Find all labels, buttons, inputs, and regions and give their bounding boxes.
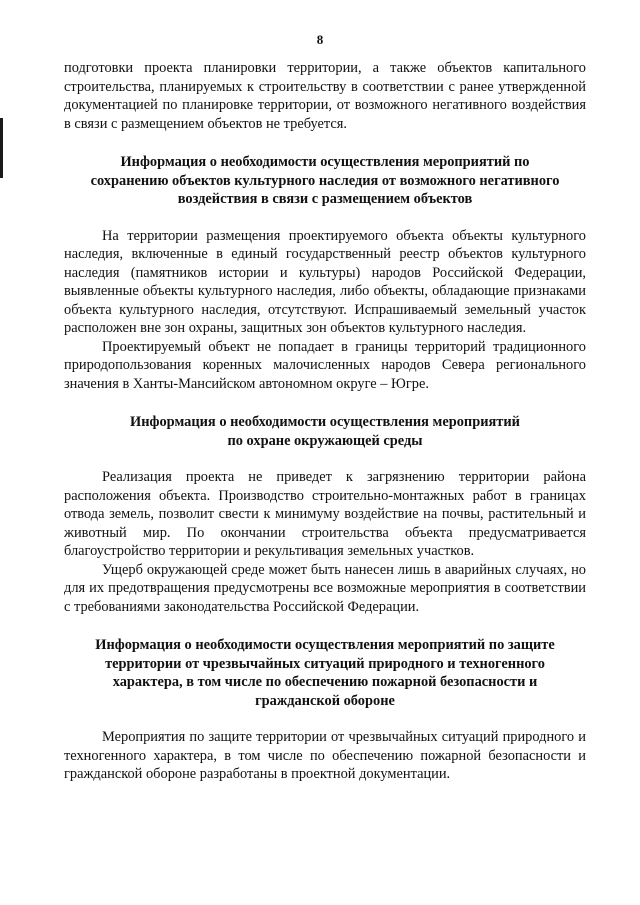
- heading-line: характера, в том числе по обеспечению пожарной безопасности и: [112, 674, 538, 690]
- section-heading-cultural-heritage: [64, 153, 586, 209]
- heading-line: по охране окружающей среды: [227, 432, 423, 449]
- heading-line: Информация о необходимости осуществления мероприятий по защите: [95, 637, 555, 653]
- heading-line: воздействия в связи с размещением объектов: [177, 191, 473, 207]
- heading-line: гражданской обороне: [255, 692, 395, 709]
- emergency-paragraph: Мероприятия по защите территории от чрезвычайных ситуаций природного и техногенного характера, в том числе по обеспечению пожарной безопасности и гражданской обороне разработаны в проектной документации.: [64, 729, 586, 782]
- section-heading-environment: [64, 413, 586, 450]
- environment-damage-paragraph: Ущерб окружающей среде может быть нанесен лишь в аварийных случаях, но для их предотвращения предусмотрены все возможные мероприятия в соответствии с требованиями законодательства Российской Федерации.: [64, 561, 586, 615]
- scan-edge-mark: [0, 118, 3, 178]
- section-heading-emergency: [64, 636, 586, 710]
- intro-paragraph: подготовки проекта планировки территории, а также объектов капитального строительства, планируемых к строительству в соответствии с ранее утвержденной документацией по планировке территории, от возможного негативного воздействия в связи с размещением объектов не требуется.: [64, 60, 586, 132]
- page-number: 8: [316, 32, 324, 47]
- document-body: [64, 59, 586, 784]
- cultural-heritage-paragraph: На территории размещения проектируемого объекта объекты культурного наследия, включенные в единый государственный реестр объектов культурного наследия (памятников истории и культуры) народов Российской Федерации, выявленные объекты культурного наследия, либо объекты, обладающие признаками объекта культурного наследия, отсутствуют. Испрашиваемый земельный участок расположен вне зон охраны, защитных зон объектов культурного наследия.: [64, 227, 586, 336]
- environment-paragraph: Реализация проекта не приведет к загрязнению территории района расположения объекта. Производство строительно-монтажных работ в границах отвода земель, позволит свести к минимуму воздействие на почвы, растительный и животный мир. По окончании строительства объекта предусматривается благоустройство территории и рекультивация земельных участков.: [64, 469, 586, 559]
- heading-line: территории от чрезвычайных ситуаций природного и техногенного: [105, 655, 545, 672]
- indigenous-territory-paragraph: Проектируемый объект не попадает в границы территорий традиционного природопользования коренных малочисленных народов Севера регионального значения в Ханты-Мансийском автономном округе – Югре.: [64, 338, 586, 392]
- heading-line: Информация о необходимости осуществления мероприятий: [130, 414, 520, 430]
- heading-line: Информация о необходимости осуществления мероприятий по: [120, 154, 530, 170]
- heading-line: сохранению объектов культурного наследия от возможного негативного: [90, 172, 560, 189]
